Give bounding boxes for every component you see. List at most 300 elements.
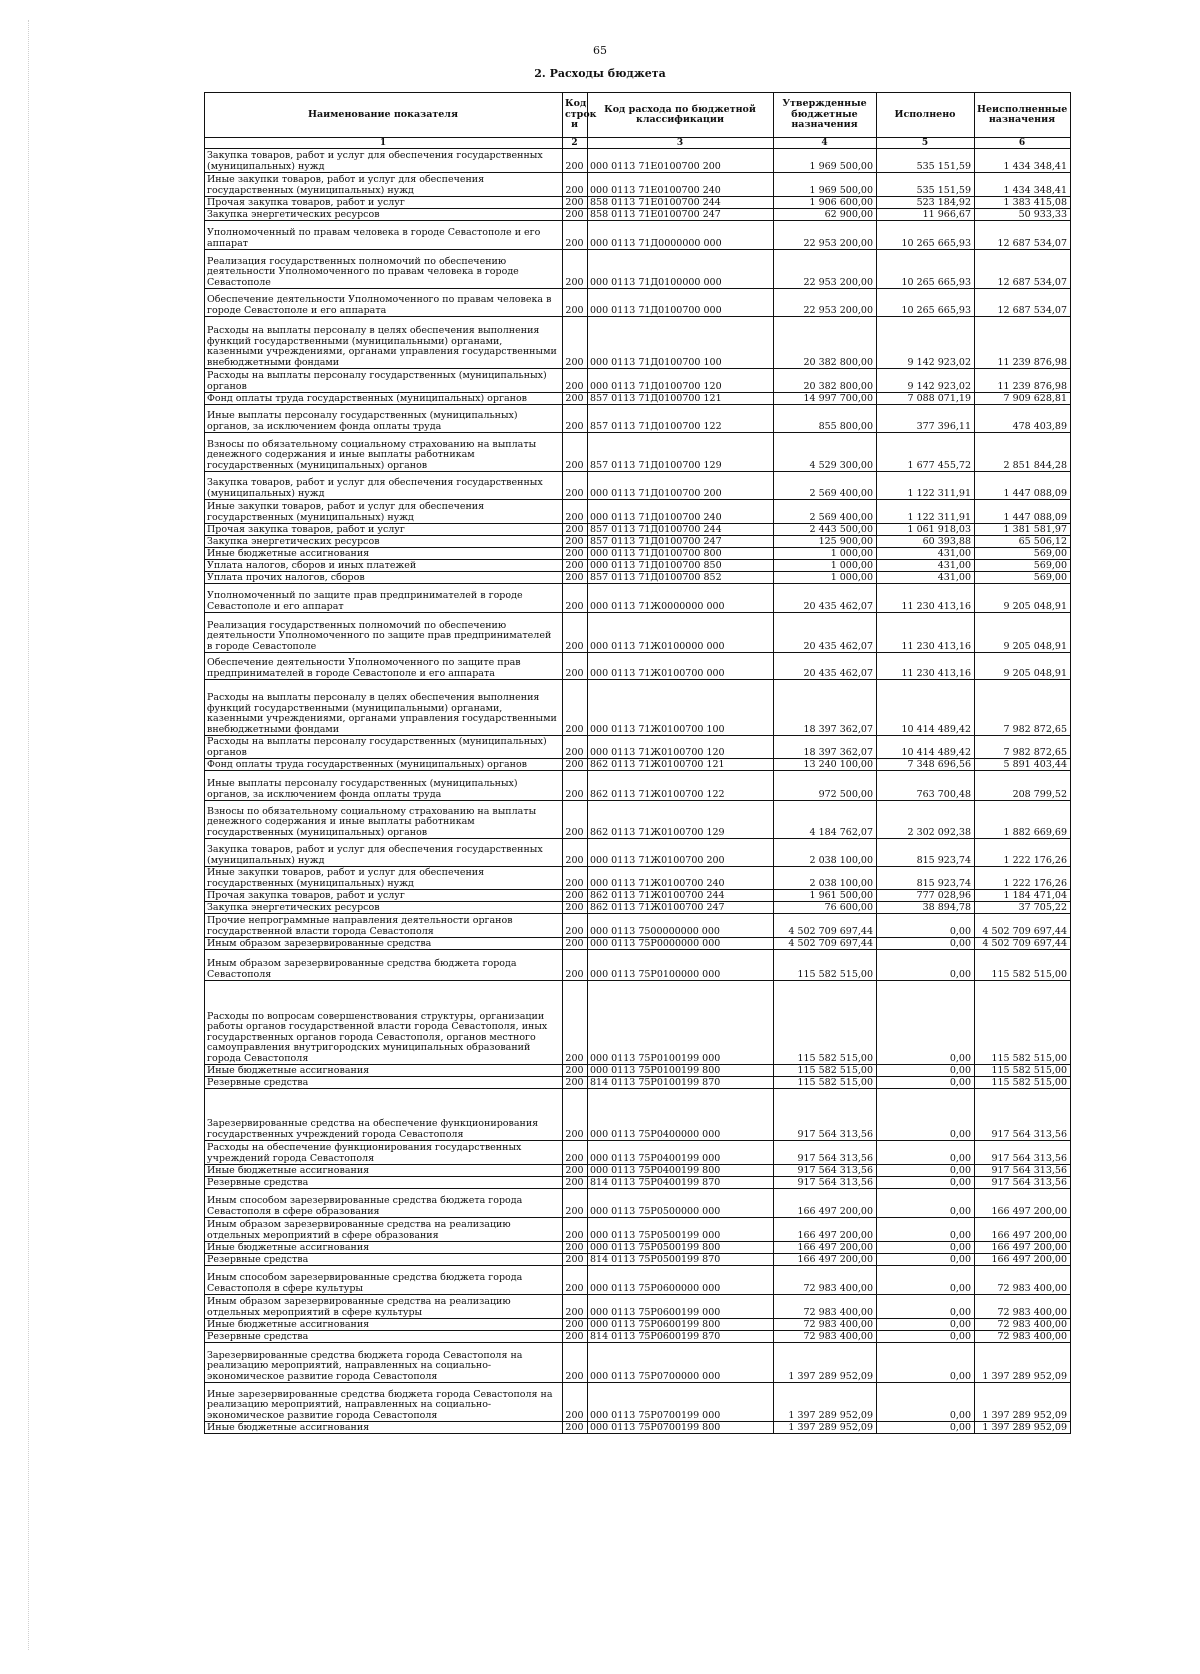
row-executed-amount: 10 265 665,93 <box>877 289 975 317</box>
row-budget-code: 000 0113 75Р0700000 000 <box>588 1343 774 1383</box>
row-executed-amount: 535 151,59 <box>877 173 975 197</box>
table-row <box>205 613 1071 653</box>
row-approved-amount: 917 564 313,56 <box>774 1089 877 1141</box>
table-row <box>205 653 1071 680</box>
row-budget-code: 000 0113 71Е0100700 200 <box>588 149 774 173</box>
row-executed-amount: 7 088 071,19 <box>877 393 975 405</box>
row-indicator-name: Расходы на выплаты персоналу в целях обеспечения выполнения функций государственными (муниципальными) органами, казенными учреждениями, органами управления государственными внебюджетными фондами <box>205 680 563 736</box>
header-budget-code: Код расхода по бюджетной классификации <box>588 93 774 138</box>
row-unexecuted-amount: 50 933,33 <box>975 209 1071 221</box>
row-budget-code: 862 0113 71Ж0100700 129 <box>588 801 774 839</box>
row-approved-amount: 115 582 515,00 <box>774 950 877 981</box>
row-executed-amount: 0,00 <box>877 1165 975 1177</box>
row-indicator-name: Прочие непрограммные направления деятельности органов государственной власти города Севастополя <box>205 914 563 938</box>
row-indicator-name: Иные бюджетные ассигнования <box>205 1319 563 1331</box>
row-indicator-name: Уполномоченный по защите прав предпринимателей в городе Севастополе и его аппарат <box>205 584 563 613</box>
row-unexecuted-amount: 569,00 <box>975 560 1071 572</box>
table-row <box>205 560 1071 572</box>
table-row <box>205 548 1071 560</box>
table-row <box>205 1177 1071 1189</box>
row-indicator-name: Резервные средства <box>205 1331 563 1343</box>
row-indicator-name: Прочая закупка товаров, работ и услуг <box>205 524 563 536</box>
row-executed-amount: 0,00 <box>877 1218 975 1242</box>
row-executed-amount: 0,00 <box>877 1331 975 1343</box>
row-budget-code: 000 0113 71Ж0100700 100 <box>588 680 774 736</box>
row-budget-code: 000 0113 71Д0000000 000 <box>588 221 774 250</box>
row-approved-amount: 917 564 313,56 <box>774 1165 877 1177</box>
row-executed-amount: 11 230 413,16 <box>877 613 975 653</box>
row-unexecuted-amount: 917 564 313,56 <box>975 1089 1071 1141</box>
row-unexecuted-amount: 478 403,89 <box>975 405 1071 433</box>
row-budget-code: 000 0113 71Д0100700 000 <box>588 289 774 317</box>
row-indicator-name: Иные бюджетные ассигнования <box>205 548 563 560</box>
row-indicator-name: Расходы на обеспечение функционирования государственных учреждений города Севастополя <box>205 1141 563 1165</box>
row-indicator-name: Взносы по обязательному социальному страхованию на выплаты денежного содержания и иные выплаты работникам государственных (муниципальных) органов <box>205 433 563 472</box>
row-budget-code: 000 0113 75Р0400199 800 <box>588 1165 774 1177</box>
row-approved-amount: 1 906 600,00 <box>774 197 877 209</box>
row-approved-amount: 22 953 200,00 <box>774 250 877 289</box>
row-budget-code: 000 0113 75Р0400199 000 <box>588 1141 774 1165</box>
row-line-code: 200 <box>563 890 588 902</box>
row-line-code: 200 <box>563 771 588 801</box>
table-row <box>205 759 1071 771</box>
row-budget-code: 857 0113 71Д0100700 129 <box>588 433 774 472</box>
row-approved-amount: 166 497 200,00 <box>774 1218 877 1242</box>
row-indicator-name: Резервные средства <box>205 1177 563 1189</box>
row-budget-code: 000 0113 75Р0700199 800 <box>588 1422 774 1434</box>
row-approved-amount: 115 582 515,00 <box>774 981 877 1065</box>
row-budget-code: 857 0113 71Д0100700 121 <box>588 393 774 405</box>
row-unexecuted-amount: 1 882 669,69 <box>975 801 1071 839</box>
row-indicator-name: Резервные средства <box>205 1077 563 1089</box>
row-budget-code: 000 0113 75Р0500199 000 <box>588 1218 774 1242</box>
row-line-code: 200 <box>563 759 588 771</box>
row-executed-amount: 0,00 <box>877 1189 975 1218</box>
row-approved-amount: 166 497 200,00 <box>774 1254 877 1266</box>
row-unexecuted-amount: 12 687 534,07 <box>975 221 1071 250</box>
row-executed-amount: 815 923,74 <box>877 839 975 867</box>
row-approved-amount: 22 953 200,00 <box>774 289 877 317</box>
row-line-code: 200 <box>563 560 588 572</box>
row-indicator-name: Прочая закупка товаров, работ и услуг <box>205 890 563 902</box>
row-indicator-name: Иные зарезервированные средства бюджета города Севастополя на реализацию мероприятий, направленных на социально-экономическое развитие города Севастополя <box>205 1383 563 1422</box>
row-indicator-name: Иные бюджетные ассигнования <box>205 1422 563 1434</box>
row-unexecuted-amount: 115 582 515,00 <box>975 1065 1071 1077</box>
row-budget-code: 000 0113 71Д0100700 120 <box>588 369 774 393</box>
row-line-code: 200 <box>563 1242 588 1254</box>
row-budget-code: 862 0113 71Ж0100700 122 <box>588 771 774 801</box>
row-executed-amount: 38 894,78 <box>877 902 975 914</box>
row-executed-amount: 60 393,88 <box>877 536 975 548</box>
row-line-code: 200 <box>563 405 588 433</box>
row-indicator-name: Иным образом зарезервированные средства на реализацию отдельных мероприятий в сфере культуры <box>205 1295 563 1319</box>
row-line-code: 200 <box>563 867 588 890</box>
row-line-code: 200 <box>563 1141 588 1165</box>
row-budget-code: 000 0113 71Д0100700 240 <box>588 500 774 524</box>
row-unexecuted-amount: 11 239 876,98 <box>975 369 1071 393</box>
row-budget-code: 862 0113 71Ж0100700 247 <box>588 902 774 914</box>
row-indicator-name: Иные закупки товаров, работ и услуг для обеспечения государственных (муниципальных) нужд <box>205 500 563 524</box>
row-line-code: 200 <box>563 289 588 317</box>
row-approved-amount: 917 564 313,56 <box>774 1141 877 1165</box>
row-budget-code: 000 0113 71Е0100700 240 <box>588 173 774 197</box>
row-executed-amount: 11 230 413,16 <box>877 653 975 680</box>
row-unexecuted-amount: 72 983 400,00 <box>975 1295 1071 1319</box>
row-line-code: 200 <box>563 1077 588 1089</box>
table-body <box>205 149 1071 1434</box>
table-row <box>205 289 1071 317</box>
row-indicator-name: Фонд оплаты труда государственных (муниципальных) органов <box>205 759 563 771</box>
row-line-code: 200 <box>563 524 588 536</box>
row-indicator-name: Взносы по обязательному социальному страхованию на выплаты денежного содержания и иные выплаты работникам государственных (муниципальных) органов <box>205 801 563 839</box>
row-indicator-name: Расходы на выплаты персоналу государственных (муниципальных) органов <box>205 369 563 393</box>
row-unexecuted-amount: 166 497 200,00 <box>975 1189 1071 1218</box>
row-executed-amount: 763 700,48 <box>877 771 975 801</box>
row-approved-amount: 76 600,00 <box>774 902 877 914</box>
row-indicator-name: Уплата прочих налогов, сборов <box>205 572 563 584</box>
row-indicator-name: Иным образом зарезервированные средства на реализацию отдельных мероприятий в сфере образования <box>205 1218 563 1242</box>
row-executed-amount: 0,00 <box>877 938 975 950</box>
column-number-row <box>205 138 1071 149</box>
row-executed-amount: 0,00 <box>877 1319 975 1331</box>
row-line-code: 200 <box>563 1254 588 1266</box>
row-line-code: 200 <box>563 500 588 524</box>
table-row <box>205 500 1071 524</box>
row-budget-code: 858 0113 71Е0100700 247 <box>588 209 774 221</box>
row-line-code: 200 <box>563 914 588 938</box>
row-unexecuted-amount: 917 564 313,56 <box>975 1165 1071 1177</box>
row-line-code: 200 <box>563 221 588 250</box>
section-title: 2. Расходы бюджета <box>534 67 666 80</box>
row-unexecuted-amount: 1 447 088,09 <box>975 500 1071 524</box>
row-line-code: 200 <box>563 1331 588 1343</box>
row-unexecuted-amount: 72 983 400,00 <box>975 1319 1071 1331</box>
column-number: 3 <box>588 138 774 149</box>
table-row <box>205 1218 1071 1242</box>
row-budget-code: 858 0113 71Е0100700 244 <box>588 197 774 209</box>
row-approved-amount: 20 382 800,00 <box>774 369 877 393</box>
header-unexecuted: Неисполненные назначения <box>975 93 1071 138</box>
header-approved: Утвержденные бюджетные назначения <box>774 93 877 138</box>
table-row <box>205 1242 1071 1254</box>
row-unexecuted-amount: 1 447 088,09 <box>975 472 1071 500</box>
row-budget-code: 814 0113 75Р0400199 870 <box>588 1177 774 1189</box>
table-row <box>205 221 1071 250</box>
row-executed-amount: 0,00 <box>877 1254 975 1266</box>
row-unexecuted-amount: 166 497 200,00 <box>975 1218 1071 1242</box>
table-row <box>205 393 1071 405</box>
row-unexecuted-amount: 9 205 048,91 <box>975 653 1071 680</box>
row-line-code: 200 <box>563 1422 588 1434</box>
table-row <box>205 890 1071 902</box>
row-approved-amount: 1 961 500,00 <box>774 890 877 902</box>
table-row <box>205 1077 1071 1089</box>
table-row <box>205 801 1071 839</box>
row-executed-amount: 0,00 <box>877 1077 975 1089</box>
row-approved-amount: 72 983 400,00 <box>774 1295 877 1319</box>
row-indicator-name: Расходы на выплаты персоналу государственных (муниципальных) органов <box>205 736 563 759</box>
row-executed-amount: 10 414 489,42 <box>877 736 975 759</box>
row-executed-amount: 431,00 <box>877 560 975 572</box>
row-unexecuted-amount: 917 564 313,56 <box>975 1177 1071 1189</box>
row-unexecuted-amount: 7 909 628,81 <box>975 393 1071 405</box>
row-line-code: 200 <box>563 548 588 560</box>
row-unexecuted-amount: 4 502 709 697,44 <box>975 914 1071 938</box>
row-budget-code: 000 0113 71Д0100000 000 <box>588 250 774 289</box>
row-approved-amount: 4 184 762,07 <box>774 801 877 839</box>
row-budget-code: 000 0113 75Р0100199 000 <box>588 981 774 1065</box>
header-line-code: Код строк и <box>563 93 588 138</box>
row-budget-code: 000 0113 75Р0600199 000 <box>588 1295 774 1319</box>
row-executed-amount: 10 414 489,42 <box>877 680 975 736</box>
row-indicator-name: Реализация государственных полномочий по обеспечению деятельности Уполномоченного по правам человека в городе Севастополе <box>205 250 563 289</box>
row-approved-amount: 1 397 289 952,09 <box>774 1383 877 1422</box>
row-budget-code: 862 0113 71Ж0100700 244 <box>588 890 774 902</box>
row-indicator-name: Обеспечение деятельности Уполномоченного по правам человека в городе Севастополе и его аппарата <box>205 289 563 317</box>
table-row <box>205 1331 1071 1343</box>
row-budget-code: 857 0113 71Д0100700 122 <box>588 405 774 433</box>
row-executed-amount: 9 142 923,02 <box>877 317 975 369</box>
row-budget-code: 000 0113 75Р0100000 000 <box>588 950 774 981</box>
row-approved-amount: 166 497 200,00 <box>774 1242 877 1254</box>
row-indicator-name: Уполномоченный по правам человека в городе Севастополе и его аппарат <box>205 221 563 250</box>
column-number: 4 <box>774 138 877 149</box>
row-line-code: 200 <box>563 1065 588 1077</box>
row-unexecuted-amount: 166 497 200,00 <box>975 1242 1071 1254</box>
row-line-code: 200 <box>563 536 588 548</box>
row-unexecuted-amount: 11 239 876,98 <box>975 317 1071 369</box>
row-unexecuted-amount: 72 983 400,00 <box>975 1266 1071 1295</box>
row-approved-amount: 855 800,00 <box>774 405 877 433</box>
row-line-code: 200 <box>563 317 588 369</box>
row-executed-amount: 377 396,11 <box>877 405 975 433</box>
row-unexecuted-amount: 9 205 048,91 <box>975 584 1071 613</box>
row-indicator-name: Иным способом зарезервированные средства бюджета города Севастополя в сфере культуры <box>205 1266 563 1295</box>
row-line-code: 200 <box>563 1343 588 1383</box>
row-budget-code: 000 0113 75Р0600199 800 <box>588 1319 774 1331</box>
row-unexecuted-amount: 115 582 515,00 <box>975 981 1071 1065</box>
row-approved-amount: 125 900,00 <box>774 536 877 548</box>
row-unexecuted-amount: 115 582 515,00 <box>975 950 1071 981</box>
row-indicator-name: Иные бюджетные ассигнования <box>205 1165 563 1177</box>
table-row <box>205 839 1071 867</box>
row-line-code: 200 <box>563 1089 588 1141</box>
row-budget-code: 000 0113 71Д0100700 100 <box>588 317 774 369</box>
row-budget-code: 000 0113 75Р0000000 000 <box>588 938 774 950</box>
page-number: 65 <box>593 44 607 57</box>
table-row <box>205 173 1071 197</box>
row-unexecuted-amount: 4 502 709 697,44 <box>975 938 1071 950</box>
row-budget-code: 000 0113 71Д0100700 850 <box>588 560 774 572</box>
table-row <box>205 867 1071 890</box>
row-unexecuted-amount: 208 799,52 <box>975 771 1071 801</box>
row-unexecuted-amount: 1 222 176,26 <box>975 867 1071 890</box>
table-row <box>205 902 1071 914</box>
row-budget-code: 000 0113 71Д0100700 800 <box>588 548 774 560</box>
row-approved-amount: 2 038 100,00 <box>774 839 877 867</box>
row-executed-amount: 1 677 455,72 <box>877 433 975 472</box>
row-unexecuted-amount: 12 687 534,07 <box>975 250 1071 289</box>
row-executed-amount: 431,00 <box>877 572 975 584</box>
row-indicator-name: Расходы на выплаты персоналу в целях обеспечения выполнения функций государственными (муниципальными) органами, казенными учреждениями, органами управления государственными внебюджетными фондами <box>205 317 563 369</box>
row-approved-amount: 62 900,00 <box>774 209 877 221</box>
row-executed-amount: 1 122 311,91 <box>877 472 975 500</box>
row-executed-amount: 11 230 413,16 <box>877 584 975 613</box>
row-executed-amount: 777 028,96 <box>877 890 975 902</box>
row-indicator-name: Иные закупки товаров, работ и услуг для обеспечения государственных (муниципальных) нужд <box>205 173 563 197</box>
table-row <box>205 1141 1071 1165</box>
row-approved-amount: 1 397 289 952,09 <box>774 1343 877 1383</box>
row-indicator-name: Иные выплаты персоналу государственных (муниципальных) органов, за исключением фонда оплаты труда <box>205 405 563 433</box>
row-indicator-name: Прочая закупка товаров, работ и услуг <box>205 197 563 209</box>
row-indicator-name: Иным способом зарезервированные средства бюджета города Севастополя в сфере образования <box>205 1189 563 1218</box>
row-indicator-name: Реализация государственных полномочий по обеспечению деятельности Уполномоченного по защите прав предпринимателей в городе Севастополе <box>205 613 563 653</box>
table-row <box>205 914 1071 938</box>
row-unexecuted-amount: 37 705,22 <box>975 902 1071 914</box>
row-unexecuted-amount: 1 381 581,97 <box>975 524 1071 536</box>
row-approved-amount: 4 529 300,00 <box>774 433 877 472</box>
header-executed: Исполнено <box>877 93 975 138</box>
row-unexecuted-amount: 569,00 <box>975 572 1071 584</box>
table-row <box>205 209 1071 221</box>
row-approved-amount: 1 000,00 <box>774 560 877 572</box>
row-indicator-name: Иные выплаты персоналу государственных (муниципальных) органов, за исключением фонда оплаты труда <box>205 771 563 801</box>
column-number: 1 <box>205 138 563 149</box>
row-approved-amount: 1 000,00 <box>774 548 877 560</box>
row-budget-code: 857 0113 71Д0100700 852 <box>588 572 774 584</box>
row-executed-amount: 0,00 <box>877 1266 975 1295</box>
row-line-code: 200 <box>563 209 588 221</box>
row-unexecuted-amount: 1 434 348,41 <box>975 149 1071 173</box>
row-approved-amount: 1 397 289 952,09 <box>774 1422 877 1434</box>
row-executed-amount: 10 265 665,93 <box>877 250 975 289</box>
table-row <box>205 369 1071 393</box>
row-line-code: 200 <box>563 1218 588 1242</box>
row-executed-amount: 9 142 923,02 <box>877 369 975 393</box>
row-unexecuted-amount: 7 982 872,65 <box>975 736 1071 759</box>
row-line-code: 200 <box>563 369 588 393</box>
table-row <box>205 771 1071 801</box>
row-unexecuted-amount: 1 397 289 952,09 <box>975 1422 1071 1434</box>
row-indicator-name: Закупка товаров, работ и услуг для обеспечения государственных (муниципальных) нужд <box>205 149 563 173</box>
row-approved-amount: 972 500,00 <box>774 771 877 801</box>
row-indicator-name: Расходы по вопросам совершенствования структуры, организации работы органов государственной власти города Севастополя, иных государственных органов города Севастополя, органов местного самоуправления внутригородских муниципальных образований города Севастополя <box>205 981 563 1065</box>
row-approved-amount: 115 582 515,00 <box>774 1077 877 1089</box>
row-indicator-name: Иным образом зарезервированные средства бюджета города Севастополя <box>205 950 563 981</box>
row-executed-amount: 523 184,92 <box>877 197 975 209</box>
row-budget-code: 000 0113 71Д0100700 200 <box>588 472 774 500</box>
row-indicator-name: Иным образом зарезервированные средства <box>205 938 563 950</box>
table-row <box>205 1065 1071 1077</box>
table-row <box>205 680 1071 736</box>
row-indicator-name: Иные бюджетные ассигнования <box>205 1242 563 1254</box>
row-unexecuted-amount: 9 205 048,91 <box>975 613 1071 653</box>
row-line-code: 200 <box>563 736 588 759</box>
row-line-code: 200 <box>563 653 588 680</box>
row-budget-code: 000 0113 71Ж0100700 000 <box>588 653 774 680</box>
row-executed-amount: 0,00 <box>877 1343 975 1383</box>
row-unexecuted-amount: 115 582 515,00 <box>975 1077 1071 1089</box>
row-line-code: 200 <box>563 433 588 472</box>
row-budget-code: 000 0113 71Ж0000000 000 <box>588 584 774 613</box>
table-row <box>205 405 1071 433</box>
table-row <box>205 250 1071 289</box>
row-executed-amount: 0,00 <box>877 1295 975 1319</box>
row-executed-amount: 0,00 <box>877 1089 975 1141</box>
row-approved-amount: 22 953 200,00 <box>774 221 877 250</box>
row-approved-amount: 4 502 709 697,44 <box>774 914 877 938</box>
row-line-code: 200 <box>563 1266 588 1295</box>
table-row <box>205 149 1071 173</box>
row-line-code: 200 <box>563 902 588 914</box>
row-approved-amount: 20 435 462,07 <box>774 584 877 613</box>
row-line-code: 200 <box>563 149 588 173</box>
row-unexecuted-amount: 1 222 176,26 <box>975 839 1071 867</box>
row-executed-amount: 0,00 <box>877 1383 975 1422</box>
table-row <box>205 1295 1071 1319</box>
row-executed-amount: 1 122 311,91 <box>877 500 975 524</box>
budget-expenses-table <box>204 92 1071 1434</box>
row-approved-amount: 14 997 700,00 <box>774 393 877 405</box>
row-line-code: 200 <box>563 801 588 839</box>
row-unexecuted-amount: 569,00 <box>975 548 1071 560</box>
row-unexecuted-amount: 7 982 872,65 <box>975 680 1071 736</box>
row-executed-amount: 0,00 <box>877 981 975 1065</box>
row-approved-amount: 4 502 709 697,44 <box>774 938 877 950</box>
row-indicator-name: Иные бюджетные ассигнования <box>205 1065 563 1077</box>
row-approved-amount: 18 397 362,07 <box>774 680 877 736</box>
row-indicator-name: Закупка энергетических ресурсов <box>205 902 563 914</box>
row-budget-code: 814 0113 75Р0600199 870 <box>588 1331 774 1343</box>
row-approved-amount: 2 443 500,00 <box>774 524 877 536</box>
row-approved-amount: 166 497 200,00 <box>774 1189 877 1218</box>
row-indicator-name: Зарезервированные средства на обеспечение функционирования государственных учреждений города Севастополя <box>205 1089 563 1141</box>
row-line-code: 200 <box>563 938 588 950</box>
row-line-code: 200 <box>563 250 588 289</box>
row-approved-amount: 20 382 800,00 <box>774 317 877 369</box>
row-line-code: 200 <box>563 1319 588 1331</box>
header-indicator-name: Наименование показателя <box>205 93 563 138</box>
row-unexecuted-amount: 72 983 400,00 <box>975 1331 1071 1343</box>
row-unexecuted-amount: 5 891 403,44 <box>975 759 1071 771</box>
row-line-code: 200 <box>563 1189 588 1218</box>
row-approved-amount: 115 582 515,00 <box>774 1065 877 1077</box>
row-unexecuted-amount: 1 184 471,04 <box>975 890 1071 902</box>
row-executed-amount: 0,00 <box>877 1065 975 1077</box>
table-row <box>205 433 1071 472</box>
row-executed-amount: 0,00 <box>877 914 975 938</box>
table-header-row <box>205 93 1071 138</box>
row-budget-code: 814 0113 75Р0500199 870 <box>588 1254 774 1266</box>
row-budget-code: 000 0113 71Ж0100700 240 <box>588 867 774 890</box>
row-indicator-name: Закупка энергетических ресурсов <box>205 209 563 221</box>
row-indicator-name: Уплата налогов, сборов и иных платежей <box>205 560 563 572</box>
row-executed-amount: 7 348 696,56 <box>877 759 975 771</box>
row-budget-code: 857 0113 71Д0100700 247 <box>588 536 774 548</box>
table-row <box>205 1383 1071 1422</box>
table-row <box>205 572 1071 584</box>
row-executed-amount: 1 061 918,03 <box>877 524 975 536</box>
row-line-code: 200 <box>563 584 588 613</box>
column-number: 6 <box>975 138 1071 149</box>
row-executed-amount: 815 923,74 <box>877 867 975 890</box>
row-unexecuted-amount: 2 851 844,28 <box>975 433 1071 472</box>
row-budget-code: 000 0113 75Р0100199 800 <box>588 1065 774 1077</box>
scan-edge-line <box>28 20 30 1650</box>
row-executed-amount: 11 966,67 <box>877 209 975 221</box>
row-line-code: 200 <box>563 472 588 500</box>
row-approved-amount: 20 435 462,07 <box>774 653 877 680</box>
